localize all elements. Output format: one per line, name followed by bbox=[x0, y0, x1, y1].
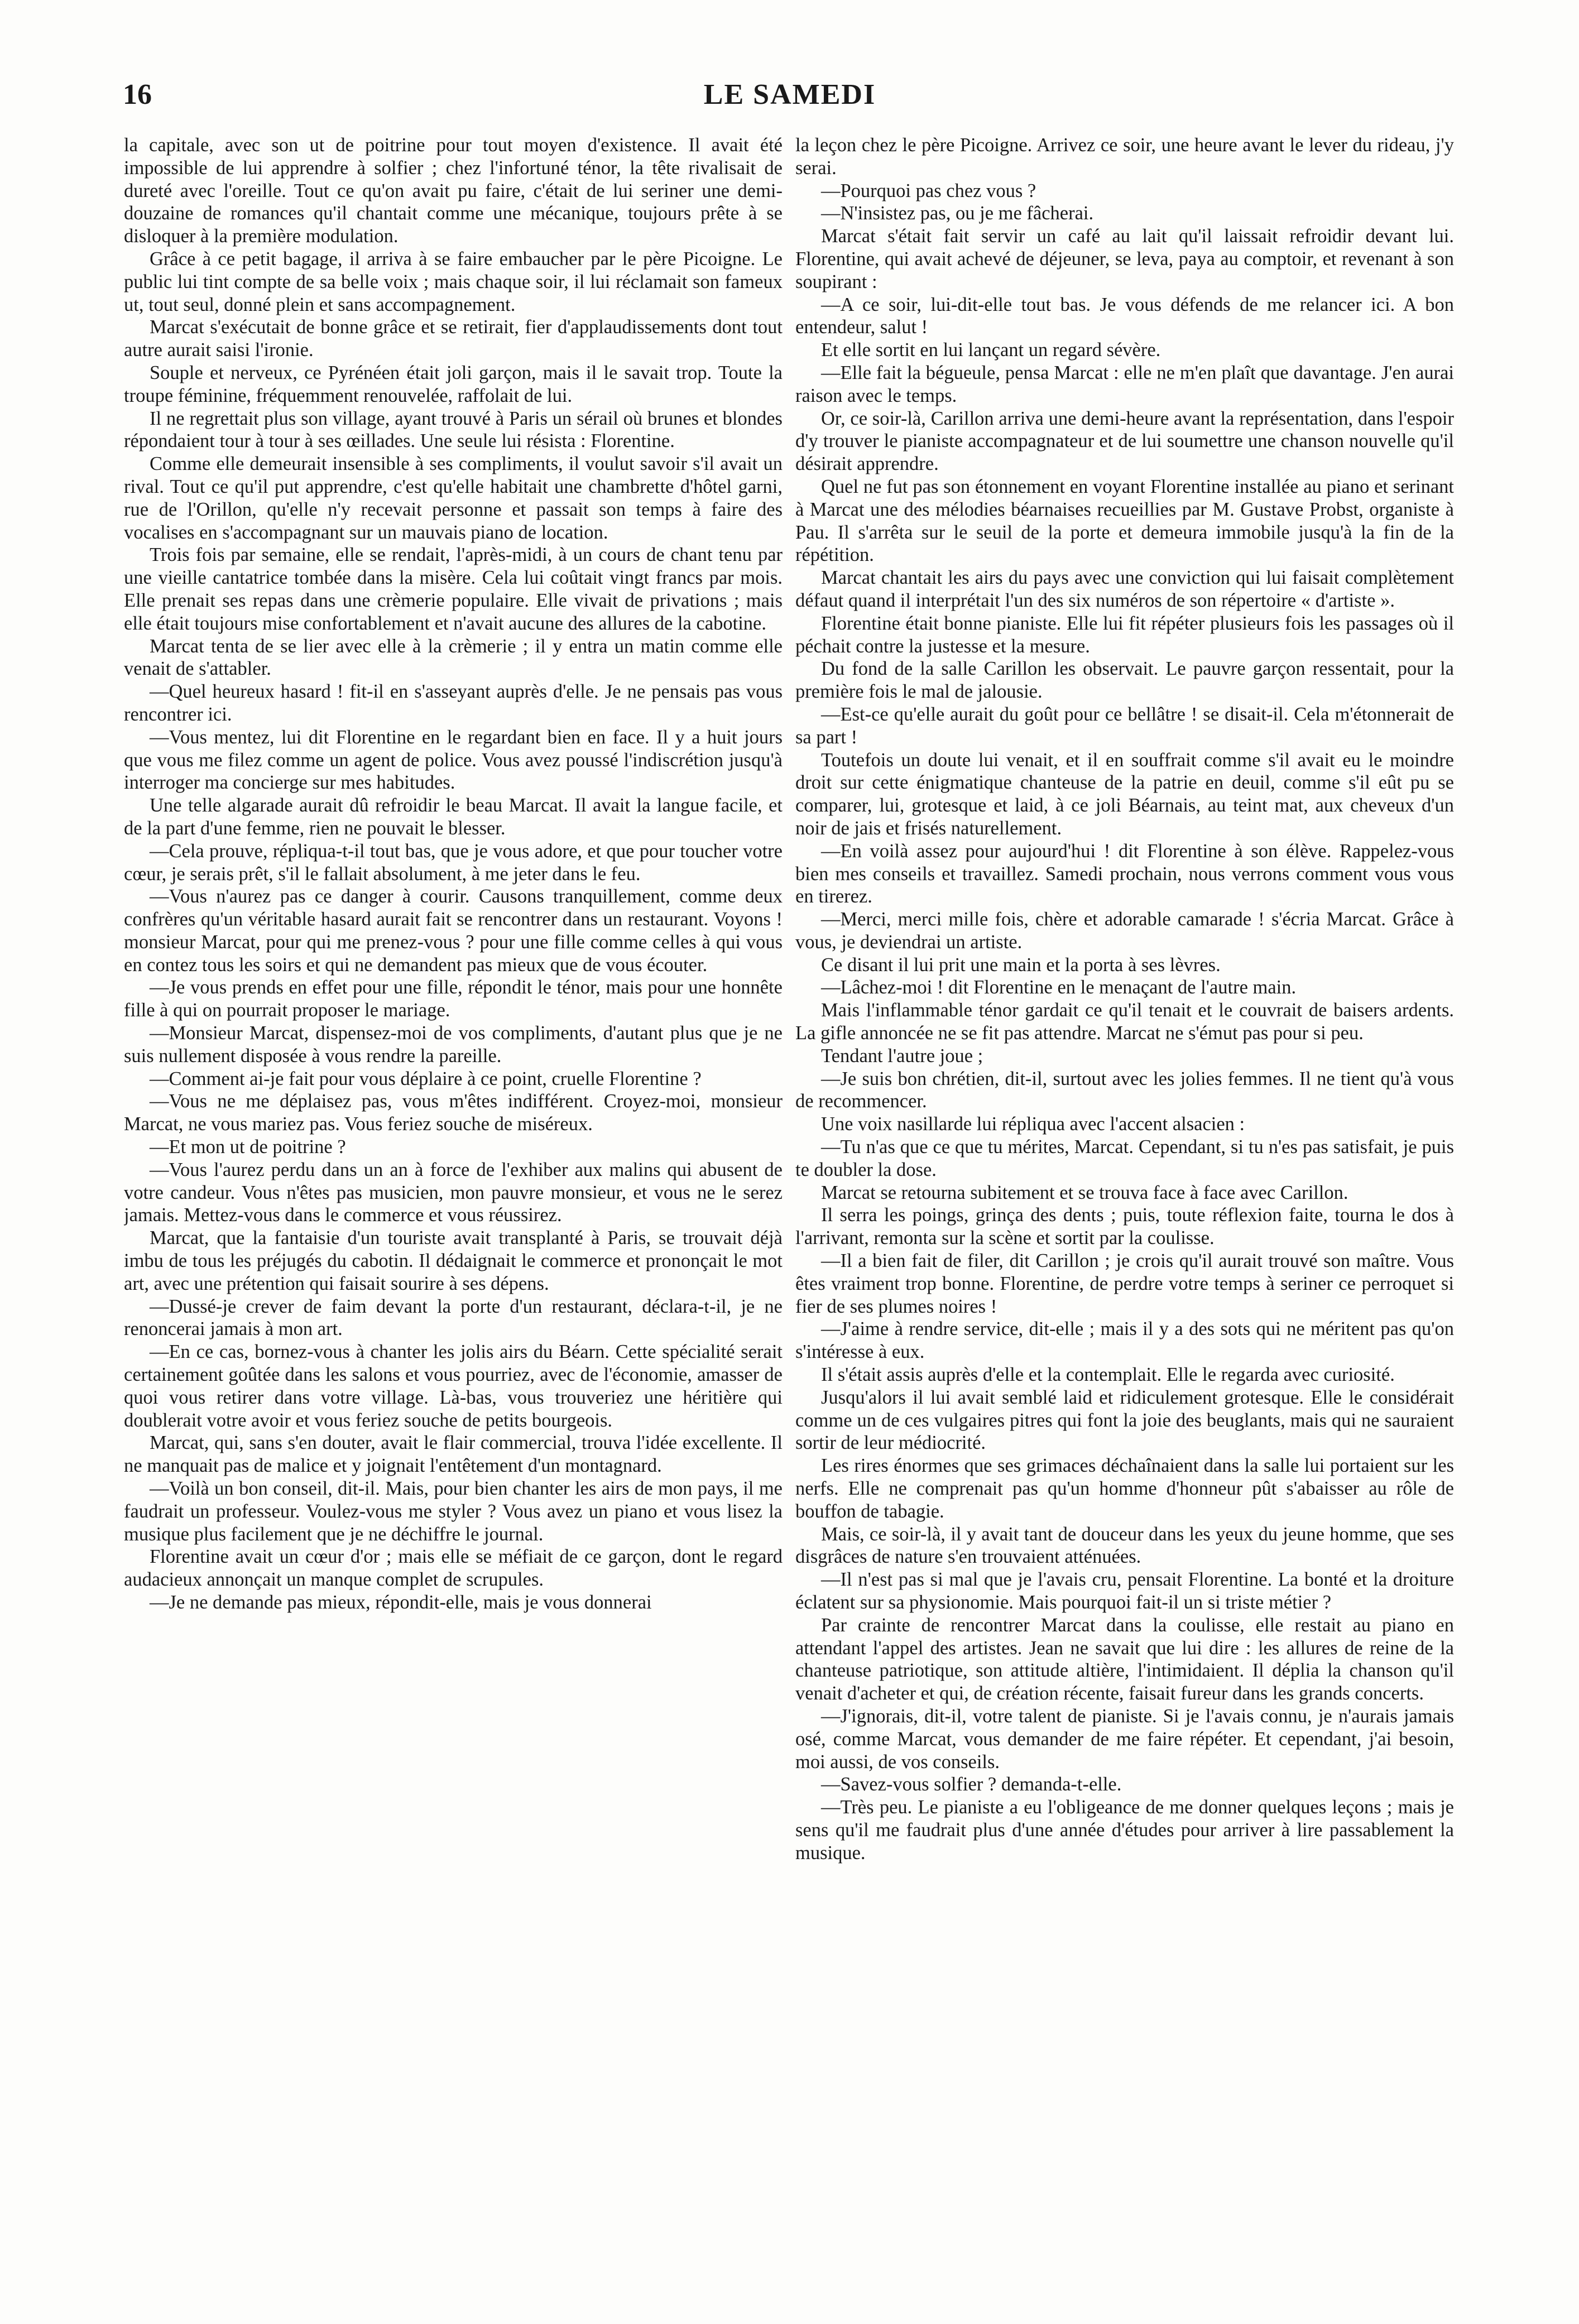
paragraph: —Il a bien fait de filer, dit Carillon ; je crois qu'il aurait trouvé son maître. Vous êtes vraiment trop bonne. Florentine, de perdre votre temps à seriner ce perroquet si fier de ses plumes noires ! bbox=[795, 1250, 1454, 1317]
paragraph: —Dussé-je crever de faim devant la porte d'un restaurant, déclara-t-il, je ne renoncerai jamais à mon art. bbox=[124, 1295, 783, 1340]
paragraph: —Est-ce qu'elle aurait du goût pour ce bellâtre ! se disait-il. Cela m'étonnerait de sa part ! bbox=[795, 703, 1454, 748]
paragraph: Marcat s'était fait servir un café au lait qu'il laissait refroidir devant lui. Florentine, qui avait achevé de déjeuner, se leva, paya au comptoir, et revenant à son soupirant : bbox=[795, 225, 1454, 292]
paragraph: Marcat tenta de se lier avec elle à la crèmerie ; il y entra un matin comme elle venait de s'attabler. bbox=[124, 635, 783, 680]
paragraph: —Voilà un bon conseil, dit-il. Mais, pour bien chanter les airs de mon pays, il me faudrait un professeur. Voulez-vous me styler ? Vous avez un piano et vous lisez la musique plus facilement que je ne déchiffre le journal. bbox=[124, 1478, 783, 1545]
paragraph: —Tu n'as que ce que tu mérites, Marcat. Cependant, si tu n'es pas satisfait, je puis te doubler la dose. bbox=[795, 1136, 1454, 1180]
paragraph: Une telle algarade aurait dû refroidir le beau Marcat. Il avait la langue facile, et de la part d'une femme, rien ne pouvait le blesser. bbox=[124, 795, 783, 839]
paragraph: Trois fois par semaine, elle se rendait, l'après-midi, à un cours de chant tenu par une vieille cantatrice tombée dans la misère. Cela lui coûtait vingt francs par mois. Elle prenait ses repas dans une crèmerie populaire. Elle vivait de privations ; mais elle était toujours mise confortablement et n'avait aucune des allures de la cabotine. bbox=[124, 544, 783, 634]
paragraph: Mais, ce soir-là, il y avait tant de douceur dans les yeux du jeune homme, que ses disgrâces de nature s'en trouvaient atténuées. bbox=[795, 1523, 1454, 1568]
paragraph: —Cela prouve, répliqua-t-il tout bas, que je vous adore, et que pour toucher votre cœur, je serais prêt, s'il le fallait absolument, à me jeter dans le feu. bbox=[124, 840, 783, 885]
paragraph: Et elle sortit en lui lançant un regard sévère. bbox=[821, 339, 1161, 361]
paragraph: —N'insistez pas, ou je me fâcherai. bbox=[821, 203, 1094, 224]
paragraph: Tendant l'autre joue ; bbox=[821, 1045, 983, 1067]
paragraph: —Pourquoi pas chez vous ? bbox=[821, 180, 1036, 201]
paragraph: —En voilà assez pour aujourd'hui ! dit Florentine à son élève. Rappelez-vous bien mes conseils et travaillez. Samedi prochain, nous verrons comment vous vous en tirerez. bbox=[795, 840, 1454, 907]
paragraph: Quel ne fut pas son étonnement en voyant Florentine installée au piano et serinant à Marcat une des mélodies béarnaises recueillies par M. Gustave Probst, organiste à Pau. Il s'arrêta sur le seuil de la porte et demeura immobile jusqu'à la fin de la répétition. bbox=[795, 476, 1454, 566]
paragraph: —Vous l'aurez perdu dans un an à force de l'exhiber aux malins qui abusent de votre candeur. Vous n'êtes pas musicien, mon pauvre monsieur, et vous ne le serez jamais. Mettez-vous dans le commerce et vous réussirez. bbox=[124, 1159, 783, 1226]
left-column bbox=[124, 134, 783, 2288]
paragraph: —En ce cas, bornez-vous à chanter les jolis airs du Béarn. Cette spécialité serait certainement goûtée dans les salons et vous pourriez, avec de l'économie, amasser de quoi vous retirer dans votre village. Là-bas, vous trouveriez une héritière qui doublerait votre avoir et vous feriez souche de petits bourgeois. bbox=[124, 1341, 783, 1431]
running-title: LE SAMEDI bbox=[703, 79, 876, 111]
paragraph: —Quel heureux hasard ! fit-il en s'asseyant auprès d'elle. Je ne pensais pas vous rencontrer ici. bbox=[124, 681, 783, 725]
paragraph: —J'aime à rendre service, dit-elle ; mais il y a des sots qui ne méritent pas qu'on s'intéresse à eux. bbox=[795, 1318, 1454, 1363]
right-column bbox=[795, 134, 1454, 2288]
paragraph: —Vous ne me déplaisez pas, vous m'êtes indifférent. Croyez-moi, monsieur Marcat, ne vous mariez pas. Vous feriez souche de miséreux. bbox=[124, 1091, 783, 1135]
paragraph: —Comment ai-je fait pour vous déplaire à ce point, cruelle Florentine ? bbox=[150, 1068, 702, 1089]
paragraph: —Je suis bon chrétien, dit-il, surtout avec les jolies femmes. Il ne tient qu'à vous de recommencer. bbox=[795, 1068, 1454, 1112]
paragraph: —Vous n'aurez pas ce danger à courir. Causons tranquillement, comme deux confrères qu'un véritable hasard aurait fait se rencontrer dans un restaurant. Voyons ! monsieur Marcat, pour qui me prenez-vous ? pour une fille comme celles à qui vous en contez tous les soirs et qui ne demandent pas mieux que de vous écouter. bbox=[124, 886, 783, 976]
paragraph: Jusqu'alors il lui avait semblé laid et ridiculement grotesque. Elle le considérait comme un de ces vulgaires pitres qui font la joie des beuglants, mais qui ne sauraient sortir de leur médiocrité. bbox=[795, 1386, 1454, 1454]
paragraph: Mais l'inflammable ténor gardait ce qu'il tenait et le couvrait de baisers ardents. La gifle annoncée ne se fit pas attendre. Marcat ne s'émut pas pour si peu. bbox=[795, 1000, 1454, 1044]
paragraph: Or, ce soir-là, Carillon arriva une demi-heure avant la représentation, dans l'espoir d'y trouver le pianiste accompagnateur et de lui soumettre une chanson nouvelle qu'il désirait apprendre. bbox=[795, 407, 1454, 475]
paragraph: la capitale, avec son ut de poitrine pour tout moyen d'existence. Il avait été impossible de lui apprendre à solfier ; chez l'infortuné ténor, la tête rivalisait de dureté avec l'oreille. Tout ce qu'on avait pu faire, c'était de lui seriner une demi-douzaine de romances qu'il chantait comme une mécanique, toujours prête à se disloquer à la première modulation. bbox=[124, 135, 783, 247]
paragraph: —Savez-vous solfier ? demanda-t-elle. bbox=[821, 1774, 1122, 1795]
paragraph: —Et mon ut de poitrine ? bbox=[150, 1136, 346, 1158]
paragraph: —Monsieur Marcat, dispensez-moi de vos compliments, d'autant plus que je ne suis nullement disposée à vous rendre la pareille. bbox=[124, 1022, 783, 1067]
paragraph: —J'ignorais, dit-il, votre talent de pianiste. Si je l'avais connu, je n'aurais jamais osé, comme Marcat, vous demander de me faire répéter. Et cependant, j'ai besoin, moi aussi, de vos conseils. bbox=[795, 1705, 1454, 1773]
page-header bbox=[123, 78, 1457, 123]
paragraph: —Très peu. Le pianiste a eu l'obligeance de me donner quelques leçons ; mais je sens qu'il me faudrait plus d'une année d'études pour arriver à lire passablement la musique. bbox=[795, 1797, 1454, 1864]
paragraph: —Merci, merci mille fois, chère et adorable camarade ! s'écria Marcat. Grâce à vous, je deviendrai un artiste. bbox=[795, 909, 1454, 953]
paragraph: Du fond de la salle Carillon les observait. Le pauvre garçon ressentait, pour la première fois le mal de jalousie. bbox=[795, 658, 1454, 703]
paragraph: Marcat se retourna subitement et se trouva face à face avec Carillon. bbox=[821, 1182, 1348, 1203]
paragraph: Marcat, que la fantaisie d'un touriste avait transplanté à Paris, se trouvait déjà imbu de tous les préjugés du cabotin. Il dédaignait le commerce et prononçait le mot art, avec une prétention qui faisait sourire à ses dépens. bbox=[124, 1227, 783, 1294]
paragraph: la leçon chez le père Picoigne. Arrivez ce soir, une heure avant le lever du rideau, j'y serai. bbox=[795, 135, 1454, 179]
paragraph: Marcat chantait les airs du pays avec une conviction qui lui faisait complètement défaut quand il interprétait l'un des six numéros de son répertoire « d'artiste ». bbox=[795, 567, 1454, 611]
paragraph: —Vous mentez, lui dit Florentine en le regardant bien en face. Il y a huit jours que vous me filez comme un agent de police. Vous avez poussé l'indiscrétion jusqu'à interroger ma concierge sur mes habitudes. bbox=[124, 726, 783, 794]
paragraph: Florentine était bonne pianiste. Elle lui fit répéter plusieurs fois les passages où il péchait contre la justesse et la mesure. bbox=[795, 612, 1454, 657]
paragraph: —Il n'est pas si mal que je l'avais cru, pensait Florentine. La bonté et la droiture éclatent sur sa physionomie. Mais pourquoi fait-il un si triste métier ? bbox=[795, 1569, 1454, 1613]
paragraph: Florentine avait un cœur d'or ; mais elle se méfiait de ce garçon, dont le regard audacieux annonçait un manque complet de scrupules. bbox=[124, 1546, 783, 1591]
paragraph: Il s'était assis auprès d'elle et la contemplait. Elle le regarda avec curiosité. bbox=[821, 1364, 1395, 1386]
paragraph: Par crainte de rencontrer Marcat dans la coulisse, elle restait au piano en attendant l'appel des artistes. Jean ne savait que lui dire : les allures de reine de la chanteuse patriotique, son attitude altière, l'intimidaient. Il déplia la chanson qu'il venait d'acheter et qui, de création récente, faisait fureur dans les grands concerts. bbox=[795, 1614, 1454, 1704]
paragraph: Il ne regrettait plus son village, ayant trouvé à Paris un sérail où brunes et blondes répondaient tour à tour à ses œillades. Une seule lui résista : Florentine. bbox=[124, 407, 783, 452]
paragraph: Une voix nasillarde lui répliqua avec l'accent alsacien : bbox=[821, 1113, 1245, 1135]
paragraph: —Je vous prends en effet pour une fille, répondit le ténor, mais pour une honnête fille à qui on pourrait proposer le mariage. bbox=[124, 977, 783, 1021]
paragraph: Marcat, qui, sans s'en douter, avait le flair commercial, trouva l'idée excellente. Il ne manquait pas de malice et y joignait l'entêtement d'un montagnard. bbox=[124, 1432, 783, 1477]
paragraph: —A ce soir, lui-dit-elle tout bas. Je vous défends de me relancer ici. A bon entendeur, salut ! bbox=[795, 294, 1454, 338]
paragraph: Comme elle demeurait insensible à ses compliments, il voulut savoir s'il avait un rival. Tout ce qu'il put apprendre, c'est qu'elle habitait une chambrette d'hôtel garni, rue de l'Orillon, qu'elle n'y recevait personne et passait son temps à faire des vocalises en s'accompagnant sur un mauvais piano de location. bbox=[124, 453, 783, 543]
page-number: 16 bbox=[123, 79, 152, 111]
paragraph: Grâce à ce petit bagage, il arriva à se faire embaucher par le père Picoigne. Le public lui tint compte de sa belle voix ; mais chaque soir, il lui réclamait son fameux ut, tout seul, donné plein et sans accompagnement. bbox=[124, 248, 783, 315]
paragraph: Il serra les poings, grinça des dents ; puis, toute réflexion faite, tourna le dos à l'arrivant, remonta sur la scène et sortit par la coulisse. bbox=[795, 1204, 1454, 1249]
paragraph: Marcat s'exécutait de bonne grâce et se retirait, fier d'applaudissements dont tout autre aurait saisi l'ironie. bbox=[124, 316, 783, 361]
paragraph: —Elle fait la bégueule, pensa Marcat : elle ne m'en plaît que davantage. J'en aurai raison avec le temps. bbox=[795, 362, 1454, 406]
paragraph: Toutefois un doute lui venait, et il en souffrait comme s'il avait eu le moindre droit sur cette énigmatique chanteuse de la patrie en deuil, comme s'il eût pu se comparer, lui, grotesque et laid, à ce joli Béarnais, au teint mat, aux cheveux d'un noir de jais et frisés naturellement. bbox=[795, 749, 1454, 839]
paragraph: Ce disant il lui prit une main et la porta à ses lèvres. bbox=[821, 954, 1221, 976]
paragraph: Souple et nerveux, ce Pyrénéen était joli garçon, mais il le savait trop. Toute la troupe féminine, fréquemment renouvelée, raffolait de lui. bbox=[124, 362, 783, 406]
paragraph: —Lâchez-moi ! dit Florentine en le menaçant de l'autre main. bbox=[821, 977, 1297, 998]
paragraph: —Je ne demande pas mieux, répondit-elle, mais je vous donnerai bbox=[150, 1592, 652, 1613]
paragraph: Les rires énormes que ses grimaces déchaînaient dans la salle lui portaient sur les nerfs. Elle ne comprenait pas qu'un homme d'honneur pût s'abaisser au rôle de bouffon de tabagie. bbox=[795, 1455, 1454, 1522]
